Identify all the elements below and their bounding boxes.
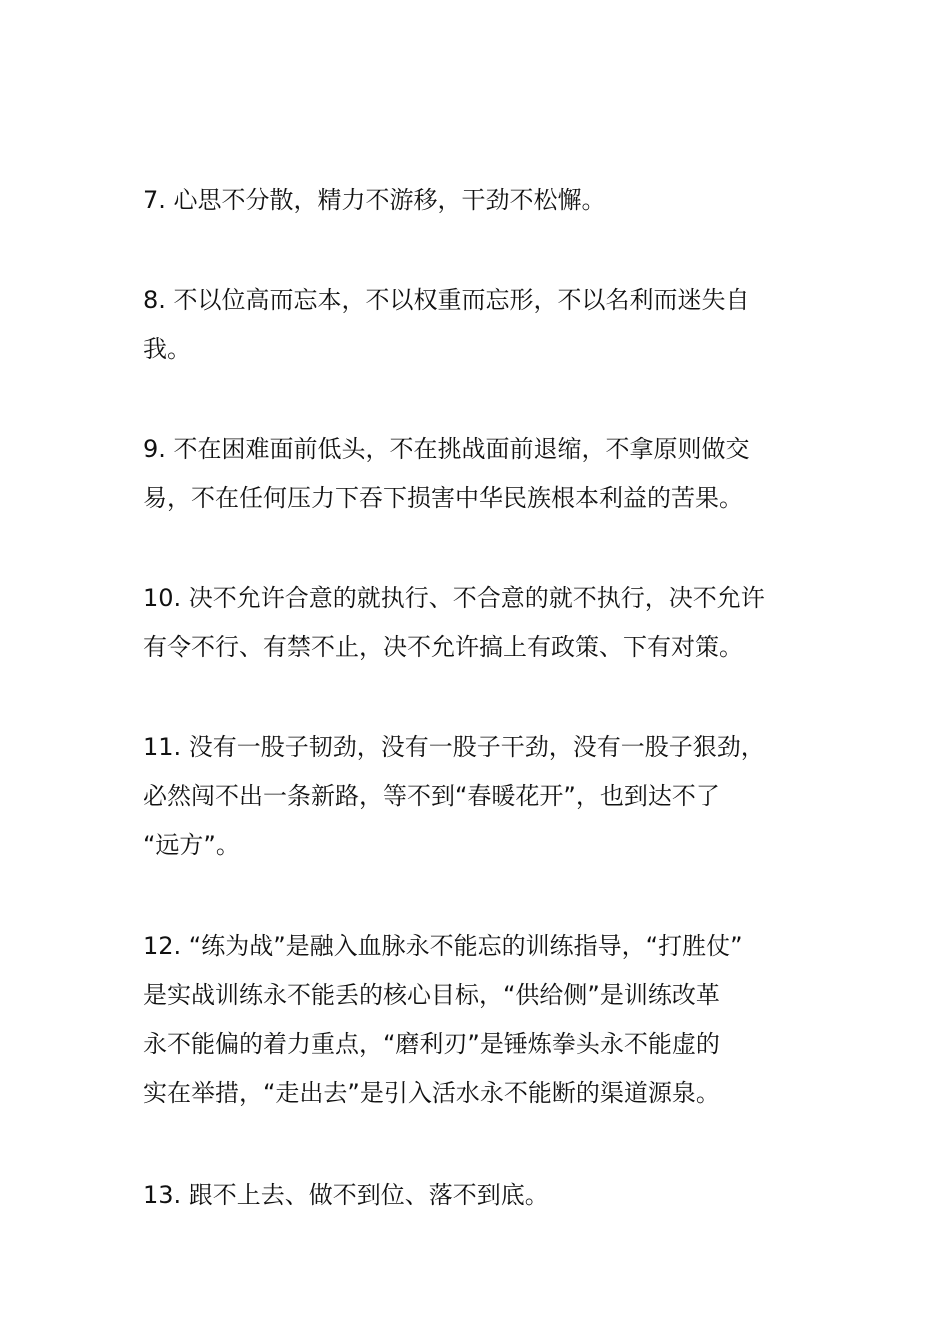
paragraph-line: 是实战训练永不能丢的核心目标，“供给侧”是训练改革 [143,981,720,1009]
paragraph-line: 必然闯不出一条新路，等不到“春暖花开”，也到达不了 [143,782,720,810]
paragraph-13 [143,1171,815,1220]
paragraph-line: 11. 没有一股子韧劲，没有一股子干劲，没有一股子狠劲， [143,733,765,761]
paragraph-11 [143,723,815,870]
paragraph-line: “远方”。 [143,831,240,859]
paragraph-line: 实在举措，“走出去”是引入活水永不能断的渠道源泉。 [143,1079,720,1107]
paragraph-7 [143,176,815,225]
paragraph-line: 我。 [143,335,191,363]
paragraph-9 [143,425,815,523]
paragraph-line: 7. 心思不分散，精力不游移，干劲不松懈。 [143,186,606,214]
paragraph-line: 8. 不以位高而忘本，不以权重而忘形，不以名利而迷失自 [143,286,750,314]
paragraph-line: 永不能偏的着力重点，“磨利刃”是锤炼拳头永不能虚的 [143,1030,720,1058]
paragraph-12 [143,922,815,1118]
paragraph-line: 12. “练为战”是融入血脉永不能忘的训练指导，“打胜仗” [143,932,743,960]
paragraph-10 [143,574,815,672]
paragraph-line: 9. 不在困难面前低头，不在挑战面前退缩，不拿原则做交 [143,435,750,463]
paragraph-line: 易，不在任何压力下吞下损害中华民族根本利益的苦果。 [143,484,743,512]
paragraph-line: 有令不行、有禁不止，决不允许搞上有政策、下有对策。 [143,633,743,661]
paragraph-8 [143,276,815,374]
paragraph-line: 13. 跟不上去、做不到位、落不到底。 [143,1181,549,1209]
paragraph-line: 10. 决不允许合意的就执行、不合意的就不执行，决不允许 [143,584,765,612]
